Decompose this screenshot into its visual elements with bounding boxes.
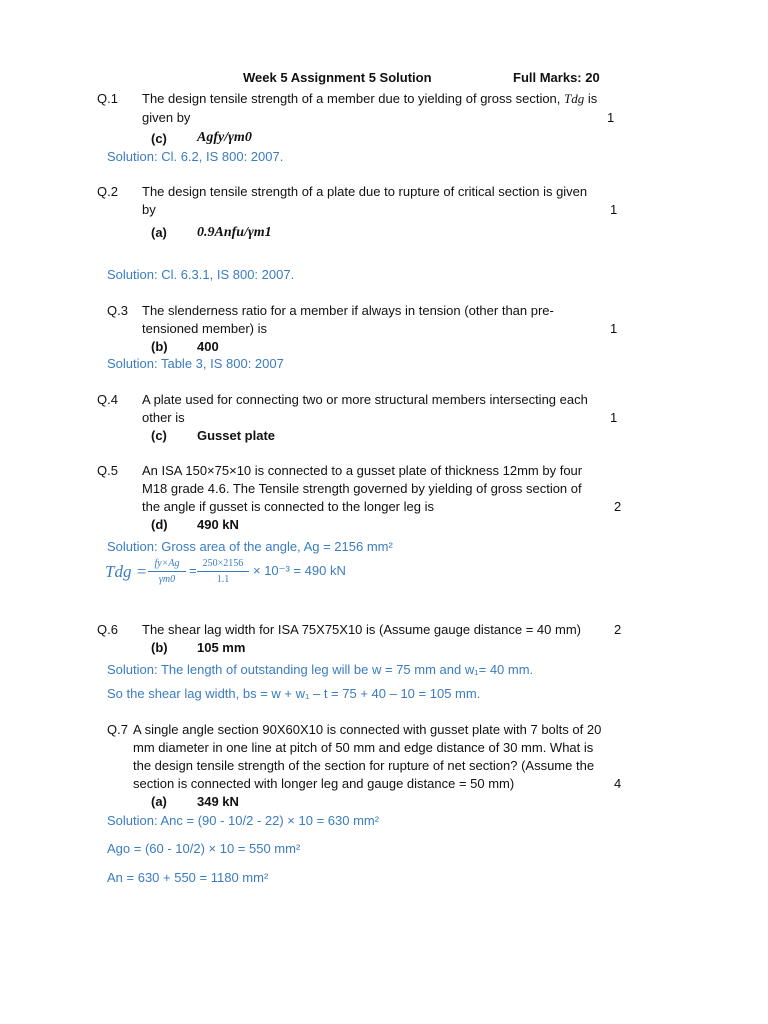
solution-text: Solution: The length of outstanding leg will be w = 75 mm and w₁= 40 mm. [107,662,534,677]
question-text-line: given by [142,110,191,125]
solution-text: So the shear lag width, bs = w + w₁ – t = 75 + 40 – 10 = 105 mm. [107,686,481,701]
question-text [142,91,597,107]
answer-option: (d) [151,517,168,532]
question-number: Q.1 [97,91,118,106]
answer-text: Agfy/γm0 [197,130,252,145]
solution-text: Ago = (60 - 10/2) × 10 = 550 mm² [107,841,301,856]
question-text-line: The design tensile strength of a member due to yielding of gross section, [142,91,561,106]
solution-text: Solution: Gross area of the angle, Ag = 2156 mm² [107,539,393,554]
question-number: Q.6 [97,622,118,637]
answer-option: (b) [151,339,168,354]
fraction-numerator: fy×Ag [154,558,180,569]
question-text-line: mm diameter in one line at pitch of 50 mm and edge distance of 30 mm. What is [133,740,594,755]
question-text-line: section is connected with longer leg and gauge distance = 50 mm) [133,776,515,791]
answer-text: 349 kN [197,794,239,809]
answer-option: (b) [151,640,168,655]
solution-text: Solution: Cl. 6.3.1, IS 800: 2007. [107,267,295,282]
question-text-line: other is [142,410,185,425]
marks: 1 [607,110,615,125]
answer-text: 0.9Anfu/γm1 [197,225,272,240]
question-text-line: the angle if gusset is connected to the longer leg is [142,499,434,514]
solution-text: An = 630 + 550 = 1180 mm² [107,870,269,885]
answer-text: Gusset plate [197,428,276,443]
answer-option: (c) [151,428,167,443]
question-number: Q.7 [107,722,128,737]
question-text-line: A plate used for connecting two or more structural members intersecting each [142,392,588,407]
marks: 1 [610,321,618,336]
answer-text: 490 kN [197,517,239,532]
marks: 2 [614,622,622,637]
document-title: Week 5 Assignment 5 Solution [243,70,432,85]
fraction-denominator: 1.1 [216,574,230,585]
solution-text: Solution: Anc = (90 - 10/2 - 22) × 10 = 630 mm² [107,813,380,828]
question-text-tail: is [587,91,598,106]
marks: 4 [614,776,622,791]
marks: 2 [614,499,622,514]
equals-sign: = [189,563,197,578]
equation-result: × 10⁻³ = 490 kN [253,563,346,578]
answer-option: (c) [151,131,167,146]
question-number: Q.5 [97,463,118,478]
question-number: Q.4 [97,392,118,407]
equation-lhs: Tdg = [105,562,148,581]
symbol: Tdg [564,91,585,106]
question-text-line: The shear lag width for ISA 75X75X10 is (Assume gauge distance = 40 mm) [142,622,581,637]
answer-option: (a) [151,225,167,240]
answer-text: 105 mm [197,640,246,655]
question-text-line: the design tensile strength of the section for rupture of net section? (Assume the [133,758,595,773]
question-text-line: tensioned member) is [142,321,267,336]
question-number: Q.3 [107,303,128,318]
question-text-line: A single angle section 90X60X10 is connected with gusset plate with 7 bolts of 20 [133,722,602,737]
answer-option: (a) [151,794,167,809]
fraction-bar [148,571,186,572]
marks: 1 [610,410,618,425]
question-number: Q.2 [97,184,118,199]
solution-text: Solution: Cl. 6.2, IS 800: 2007. [107,149,284,164]
answer-text: 400 [197,339,219,354]
fraction-bar [197,571,249,572]
fraction-numerator: 250×2156 [202,558,244,569]
question-text-line: M18 grade 4.6. The Tensile strength governed by yielding of gross section of [142,481,582,496]
question-text-line: The slenderness ratio for a member if always in tension (other than pre- [142,303,554,318]
full-marks: Full Marks: 20 [513,70,600,85]
question-text-line: by [142,202,156,217]
marks: 1 [610,202,618,217]
question-text-line: An ISA 150×75×10 is connected to a gusset plate of thickness 12mm by four [142,463,583,478]
fraction-denominator: γm0 [158,574,176,585]
question-text-line: The design tensile strength of a plate due to rupture of critical section is given [142,184,588,199]
solution-text: Solution: Table 3, IS 800: 2007 [107,356,284,371]
